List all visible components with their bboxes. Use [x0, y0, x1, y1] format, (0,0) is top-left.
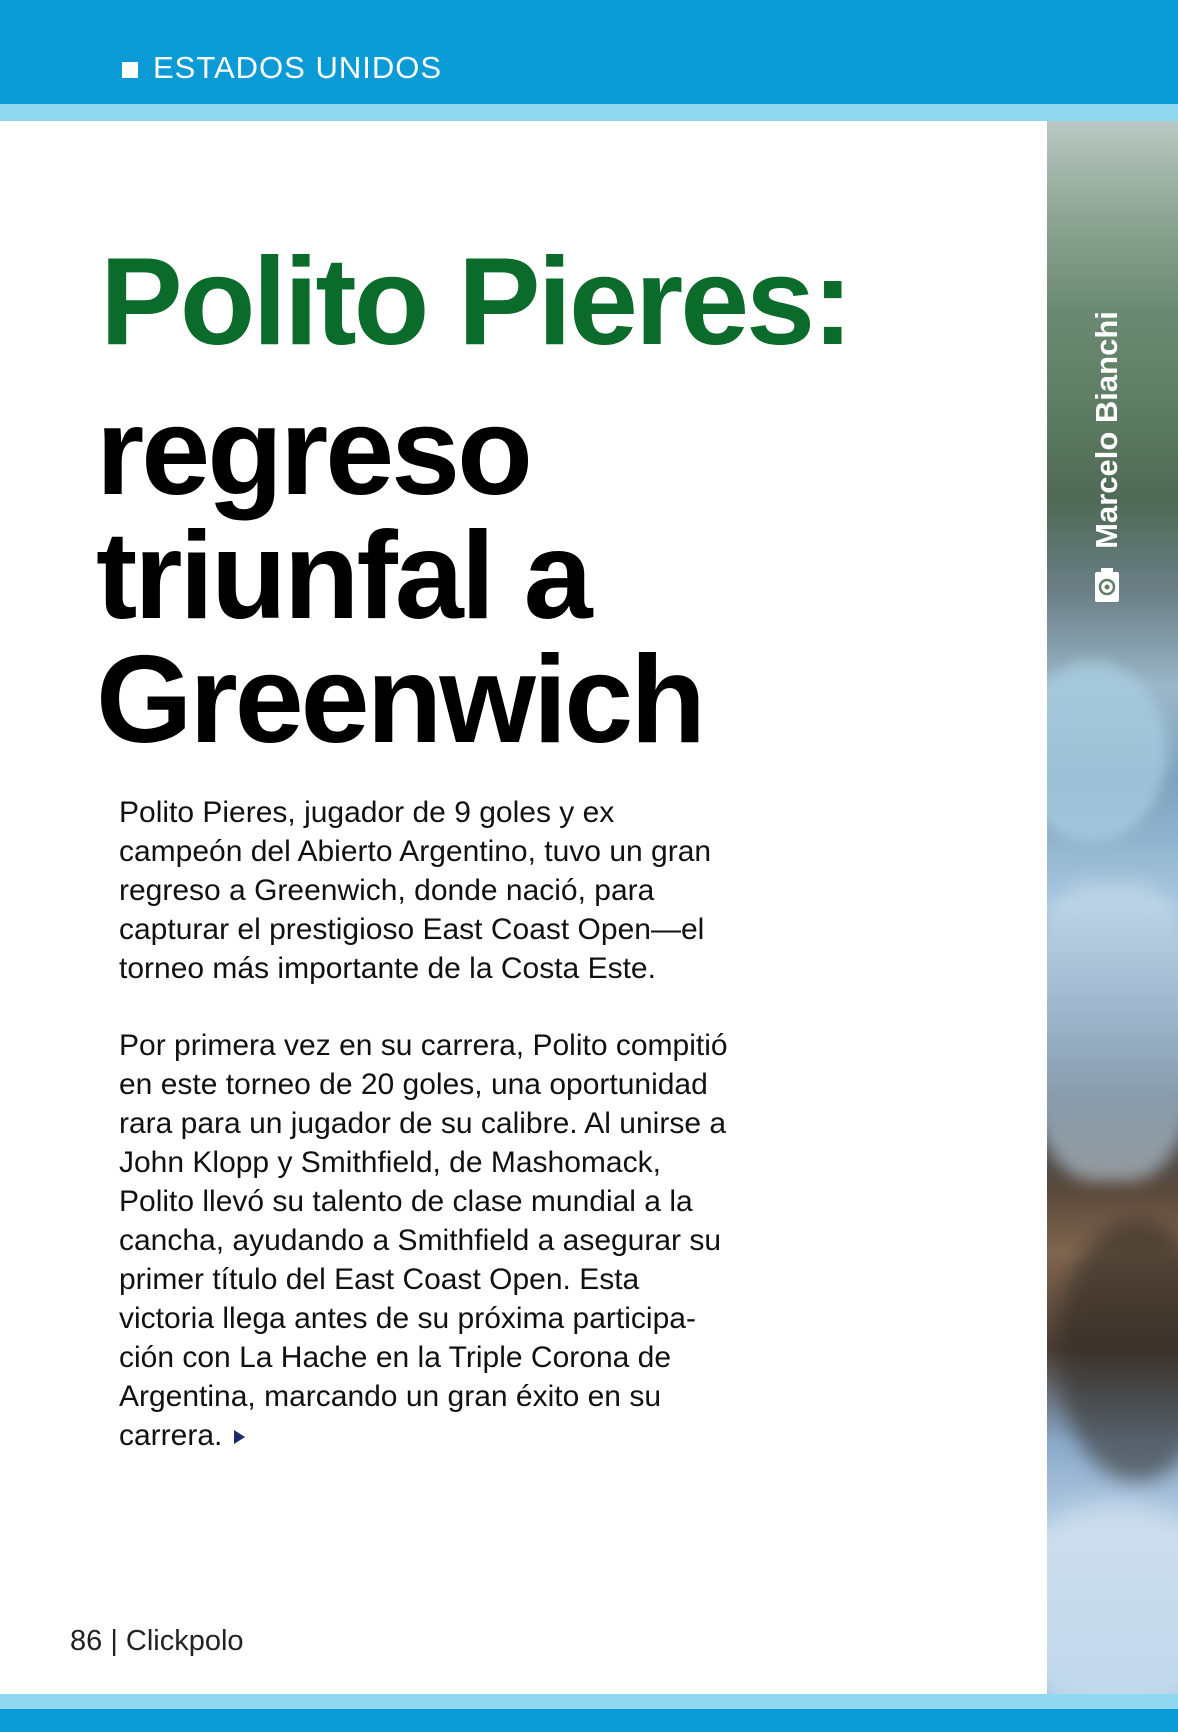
photo-credit: Marcelo Bianchi: [1089, 311, 1124, 549]
text-line: torneo más importante de la Costa Este.: [119, 952, 656, 985]
footer-accent-strip: [0, 1694, 1178, 1709]
section-square-icon: [122, 62, 138, 78]
text-line: Argentina, marcando un gran éxito en su: [119, 1380, 662, 1413]
text-line: Polito Pieres, jugador de 9 goles y ex: [119, 796, 615, 829]
body-paragraph-2: [119, 1026, 839, 1455]
footer-bar: [0, 1709, 1178, 1732]
text-line: primer título del East Coast Open. Esta: [119, 1263, 640, 1296]
text-line: victoria llega antes de su próxima participa-: [119, 1302, 696, 1335]
text-line: Polito llevó su talento de clase mundial a la: [119, 1185, 693, 1218]
section-label: ESTADOS UNIDOS: [153, 50, 443, 85]
headline: [96, 383, 703, 769]
text-line: Por primera vez en su carrera, Polito compitió: [119, 1029, 728, 1062]
page-footer: 86 | Clickpolo: [70, 1625, 244, 1657]
header-accent-strip: [0, 104, 1178, 121]
headline-highlight: Polito Pieres:: [100, 233, 851, 371]
text-line: John Klopp y Smithfield, de Mashomack,: [119, 1146, 661, 1179]
end-of-article-icon: [234, 1430, 245, 1444]
text-line: rara para un jugador de su calibre. Al unirse a: [119, 1107, 727, 1140]
headline-line: Greenwich: [96, 631, 703, 769]
camera-icon: [1093, 566, 1121, 604]
text-line: campeón del Abierto Argentino, tuvo un gran: [119, 835, 712, 868]
text-line-last: [119, 1416, 839, 1455]
text-line: capturar el prestigioso East Coast Open—el: [119, 913, 705, 946]
text-line: ción con La Hache en la Triple Corona de: [119, 1341, 672, 1374]
headline-line: regreso: [96, 383, 530, 521]
text-line: cancha, ayudando a Smithfield a asegurar su: [119, 1224, 722, 1257]
text-line: en este torneo de 20 goles, una oportunidad: [119, 1068, 708, 1101]
text-line-last-text: carrera.: [119, 1419, 223, 1452]
text-line: regreso a Greenwich, donde nació, para: [119, 874, 655, 907]
headline-line: triunfal a: [96, 507, 590, 645]
body-paragraph-1: [119, 793, 839, 988]
